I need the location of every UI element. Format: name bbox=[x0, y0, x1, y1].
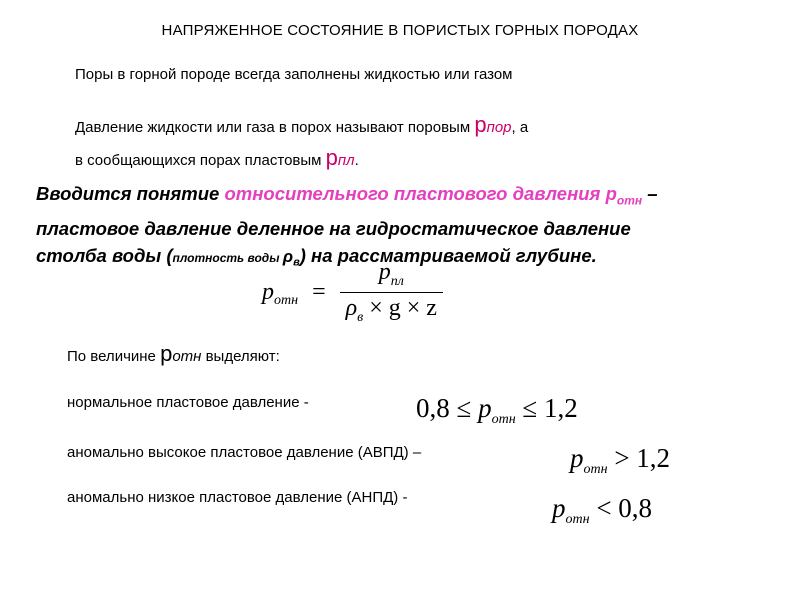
paragraph-reservoir-pressure: в сообщающихся порах пластовым pпл. bbox=[75, 145, 359, 170]
definition-line-2: пластовое давление деленное на гидростатическое давление bbox=[36, 217, 631, 239]
reservoir-pressure-symbol: pпл bbox=[325, 145, 355, 170]
formula-fraction bbox=[340, 259, 443, 326]
low-pressure-inequality: $p_{отн} < 0,8$ bbox=[552, 493, 653, 527]
page-title: НАПРЯЖЕННОЕ СОСТОЯНИЕ В ПОРИСТЫХ ГОРНЫХ ПОРОДАХ bbox=[161, 22, 639, 39]
paragraph-pore-pressure: Давление жидкости или газа в порох называют поровым pпор, а bbox=[75, 112, 529, 137]
density-note: плотность воды $\rho_в$ bbox=[172, 246, 300, 269]
formula-denominator: $\rho_в \times g \times z$ bbox=[345, 295, 437, 325]
high-pressure-label: аномально высокое пластовое давление (АВПД) – bbox=[67, 444, 422, 461]
pore-pressure-text: Давление жидкости или газа в порох называют поровым bbox=[75, 119, 475, 136]
high-pressure-inequality: $p_{отн} > 1,2$ bbox=[570, 443, 671, 477]
formula-numerator: $p_{пл}$ bbox=[340, 259, 443, 293]
low-pressure-label: аномально низкое пластовое давление (АНПД) - bbox=[67, 489, 408, 506]
definition-line-1: Вводится понятие относительного пластового давления $p_{отн}$ – bbox=[36, 183, 658, 208]
normal-pressure-label: нормальное пластовое давление - bbox=[67, 394, 309, 411]
classification-intro: По величине pотн выделяют: bbox=[67, 341, 280, 366]
paragraph-pores: Поры в горной породе всегда заполнены жидкостью или газом bbox=[75, 66, 513, 83]
reservoir-pressure-text: в сообщающихся порах пластовым bbox=[75, 152, 326, 169]
definition-term: относительного пластового давления $p_{отн}$ bbox=[224, 183, 643, 208]
pore-pressure-symbol: pпор bbox=[474, 112, 512, 137]
definition-line-3: столба воды (плотность воды $\rho_в$) на рассматриваемой глубине. bbox=[36, 244, 597, 269]
normal-pressure-inequality: $0,8 \le p_{отн} \le 1,2$ bbox=[416, 393, 578, 427]
relative-pressure-formula: $p_{отн}$ = $\frac{p_{пл}}{\rho_в \times g \times z}$ bbox=[262, 259, 443, 326]
